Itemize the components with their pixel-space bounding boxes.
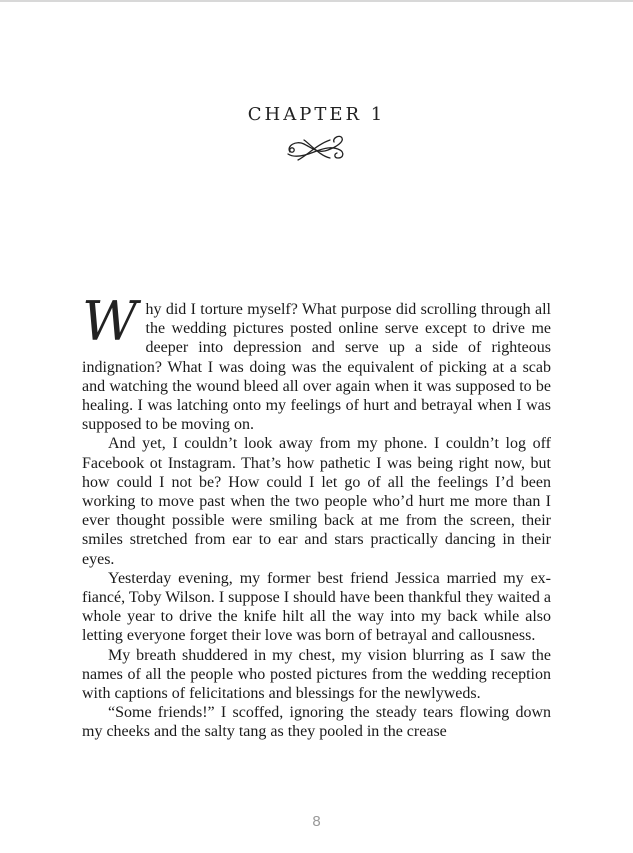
paragraph: “Some friends!” I scoffed, ignoring the steady tears flowing down my cheeks and the salty tang as they pooled in the crease — [82, 704, 551, 741]
first-paragraph-text: hy did I torture myself? What purpose did scrolling through all the wedding pictures posted online serve except to drive me deeper into depression and serve up a side of righteous indignation? What I was doing was the equivalent of picking at a scab and watching the wound bleed all over again when it was supposed to be healing. I was latching onto my feelings of hurt and betrayal when I was supposed to be moving on. — [82, 301, 551, 434]
page-number: 8 — [312, 813, 321, 830]
top-divider — [0, 0, 633, 2]
paragraph: My breath shuddered in my chest, my vision blurring as I saw the names of all the people who posted pictures from the wedding reception with captions of felicitations and blessings for the newlyweds. — [82, 646, 551, 703]
flourish-ornament-icon — [284, 134, 348, 164]
first-paragraph — [82, 290, 551, 434]
chapter-title: CHAPTER 1 — [247, 104, 386, 125]
paragraph: And yet, I couldn’t look away from my phone. I couldn’t log off Facebook ot Instagram. That’s how pathetic I was being right now, but how could I not be? How could I let go of all the feelings I’d been working to move past when the two people who’d hurt me more than I ever thought possible were smiling back at me from the screen, their smiles stretched from ear to ear and stars practically dancing in their eyes. — [82, 435, 551, 568]
paragraph: Yesterday evening, my former best friend Jessica married my ex-fiancé, Toby Wilson. I suppose I should have been thankful they waited a whole year to drive the knife hilt all the way into my back while also letting everyone forget their love was born of betrayal and callousness. — [82, 569, 551, 645]
chapter-body — [82, 290, 551, 742]
drop-cap: W — [82, 290, 136, 353]
